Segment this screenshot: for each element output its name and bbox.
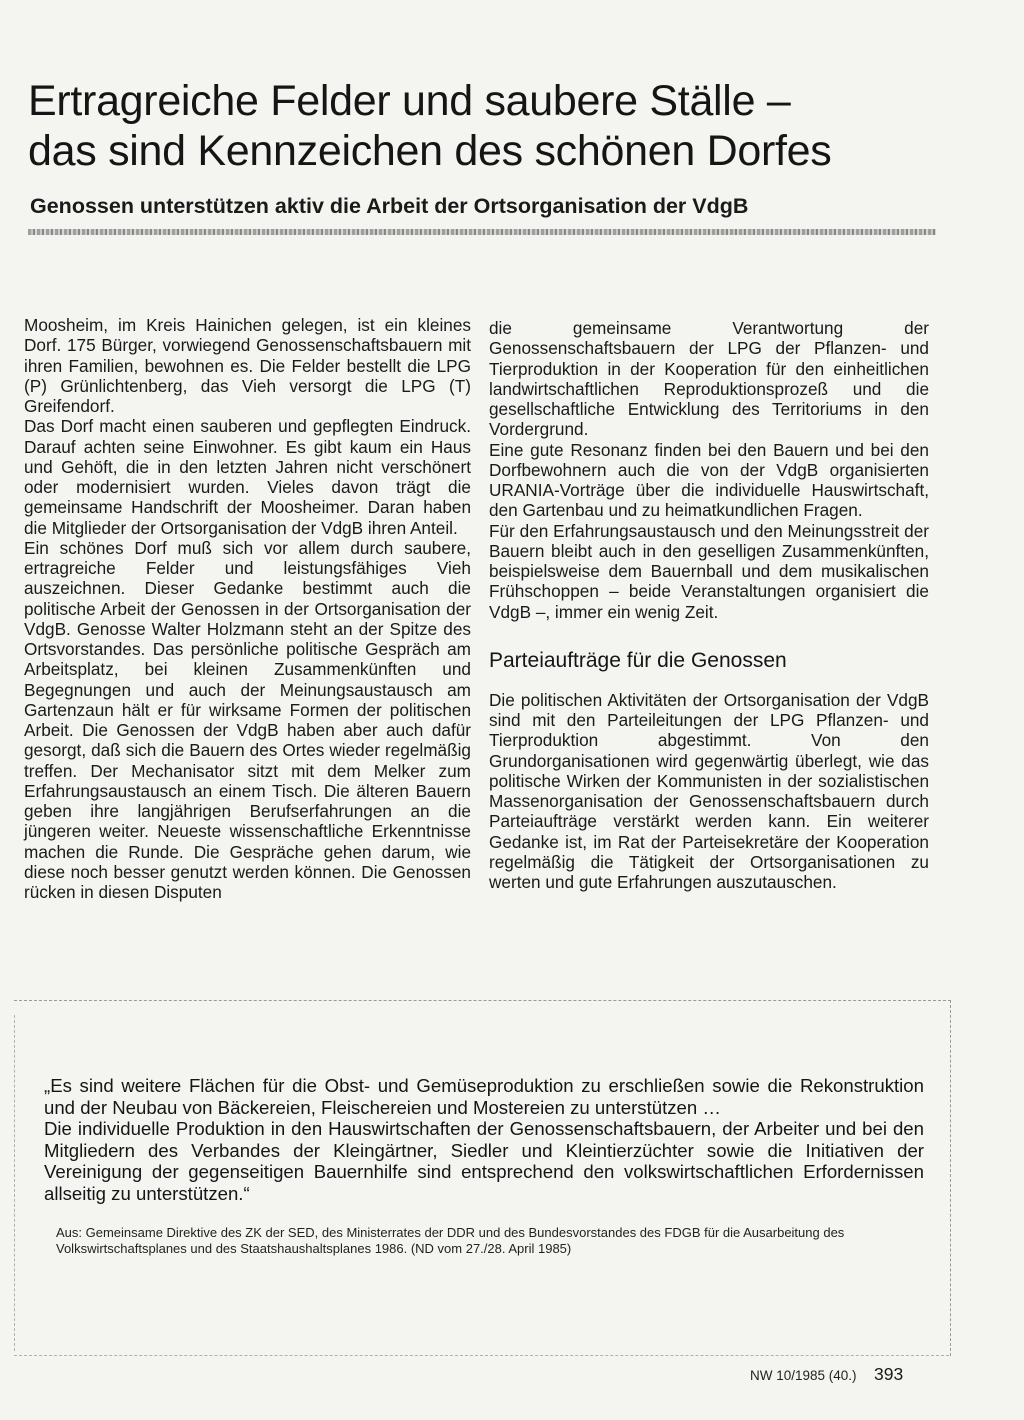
right-paragraph: Eine gute Resonanz finden bei den Bauern und bei den Dorfbewohnern auch die von der VdgB organisierten URANIA-Vorträge über die individuelle Hauswirtschaft, den Gartenbau und zu heimatkundlichen Fragen. — [489, 439, 929, 521]
quote-paragraph: Die individuelle Produktion in den Hauswirtschaften der Genossenschaftsbauern, der Arbeiter und bei den Mitgliedern des Verbandes der Kleingärtner, Siedler und Kleintierzüchter sowie die Initiativen der Vereinigung der gegenseitigen Bauernhilfe sind entsprechend den volkswirtschaftlichen Erfordernissen allseitig zu unterstützen.“ — [44, 1118, 924, 1204]
left-column — [24, 315, 471, 902]
right-column — [489, 318, 929, 892]
quote-paragraph: „Es sind weitere Flächen für die Obst- und Gemüseproduktion zu erschließen sowie die Rekonstruktion und der Neubau von Bäckereien, Fleischereien und Mostereien zu unterstützen … — [44, 1075, 924, 1118]
issue-reference: NW 10/1985 (40.) — [750, 1368, 857, 1383]
quote-box — [14, 1000, 951, 1356]
left-paragraph: Das Dorf macht einen sauberen und gepflegten Eindruck. Darauf achten seine Einwohner. Es gibt kaum ein Haus und Gehöft, die in den letzten Jahren nicht verschönert oder modernisiert wurden. Vieles davon trägt die gemeinsame Handschrift der Moosheimer. Daran haben die Mitglieder der Ortsorganisation der VdgB ihren Anteil. — [24, 416, 471, 538]
article-subheadline: Genossen unterstützen aktiv die Arbeit der Ortsorganisation der VdgB — [30, 194, 749, 218]
headline-rule — [28, 229, 936, 235]
right-paragraph: die gemeinsame Verantwortung der Genossenschaftsbauern der LPG der Pflanzen- und Tierproduktion in der Kooperation für den einheitlichen landwirtschaftlichen Reproduktionsprozeß und die gesellschaftliche Entwicklung des Territoriums in den Vordergrund. — [489, 318, 929, 440]
left-paragraph: Moosheim, im Kreis Hainichen gelegen, ist ein kleines Dorf. 175 Bürger, vorwiegend Genossenschaftsbauern mit ihren Familien, bewohnen es. Die Felder bestellt die LPG (P) Grünlichtenberg, das Vieh versorgt die LPG (T) Greifendorf. — [24, 315, 471, 416]
quote-text — [44, 1075, 924, 1204]
section-heading: Parteiaufträge für die Genossen — [489, 648, 787, 672]
right-paragraph: Für den Erfahrungsaustausch und den Meinungsstreit der Bauern bleibt auch in den geselligen Zusammenkünften, beispielsweise dem Bauernball und dem musikalischen Frühschoppen – beide Veranstaltungen organisiert die VdgB –, immer ein wenig Zeit. — [489, 520, 929, 622]
headline-line-2: das sind Kennzeichen des schönen Dorfes — [28, 127, 832, 175]
quote-source: Aus: Gemeinsame Direktive des ZK der SED, des Ministerrates der DDR und des Bundesvorstandes des FDGB für die Ausarbeitung des Volkswirtschaftsplanes und des Staatshaushaltsplanes 1986. (ND vom 27./28. April 1985) — [56, 1225, 845, 1256]
article-headline — [28, 76, 988, 176]
section-paragraph: Die politischen Aktivitäten der Ortsorganisation der VdgB sind mit den Parteileitungen der LPG Pflanzen- und Tierproduktion abgestimmt. Von den Grundorganisationen wird gegenwärtig überlegt, wie das politische Wirken der Kommunisten in der sozialistischen Massenorganisation der Genossenschaftsbauern durch Parteiaufträge verstärkt werden kann. Ein weiterer Gedanke ist, im Rat der Parteisekretäre der Kooperation regelmäßig die Tätigkeit der Ortsorganisationen zu werten und gute Erfahrungen auszutauschen. — [489, 689, 929, 892]
headline-line-1: Ertragreiche Felder und saubere Ställe – — [28, 77, 791, 125]
left-paragraph: Ein schönes Dorf muß sich vor allem durch saubere, ertragreiche Felder und leistungsfähiges Vieh auszeichnen. Dieser Gedanke bestimmt auch die politische Arbeit der Genossen in der Ortsorganisation der VdgB. Genosse Walter Holzmann steht an der Spitze des Ortsvorstandes. Das persönliche politische Gespräch am Arbeitsplatz, bei kleinen Zusammenkünften und Begegnungen und auch der Meinungsaustausch am Gartenzaun hält er für wirksame Formen der politischen Arbeit. Die Genossen der VdgB haben aber auch dafür gesorgt, daß sich die Bauern des Ortes wieder regelmäßig treffen. Der Mechanisator sitzt mit dem Melker zum Erfahrungsaustausch an einem Tisch. Die älteren Bauern geben ihre langjährigen Berufserfahrungen an die jüngeren weiter. Neueste wissenschaftliche Erkenntnisse machen die Runde. Die Gespräche gehen darum, wie diese noch besser genutzt werden können. Die Genossen rücken in diesen Disputen — [24, 537, 471, 902]
page-number: 393 — [874, 1364, 904, 1384]
